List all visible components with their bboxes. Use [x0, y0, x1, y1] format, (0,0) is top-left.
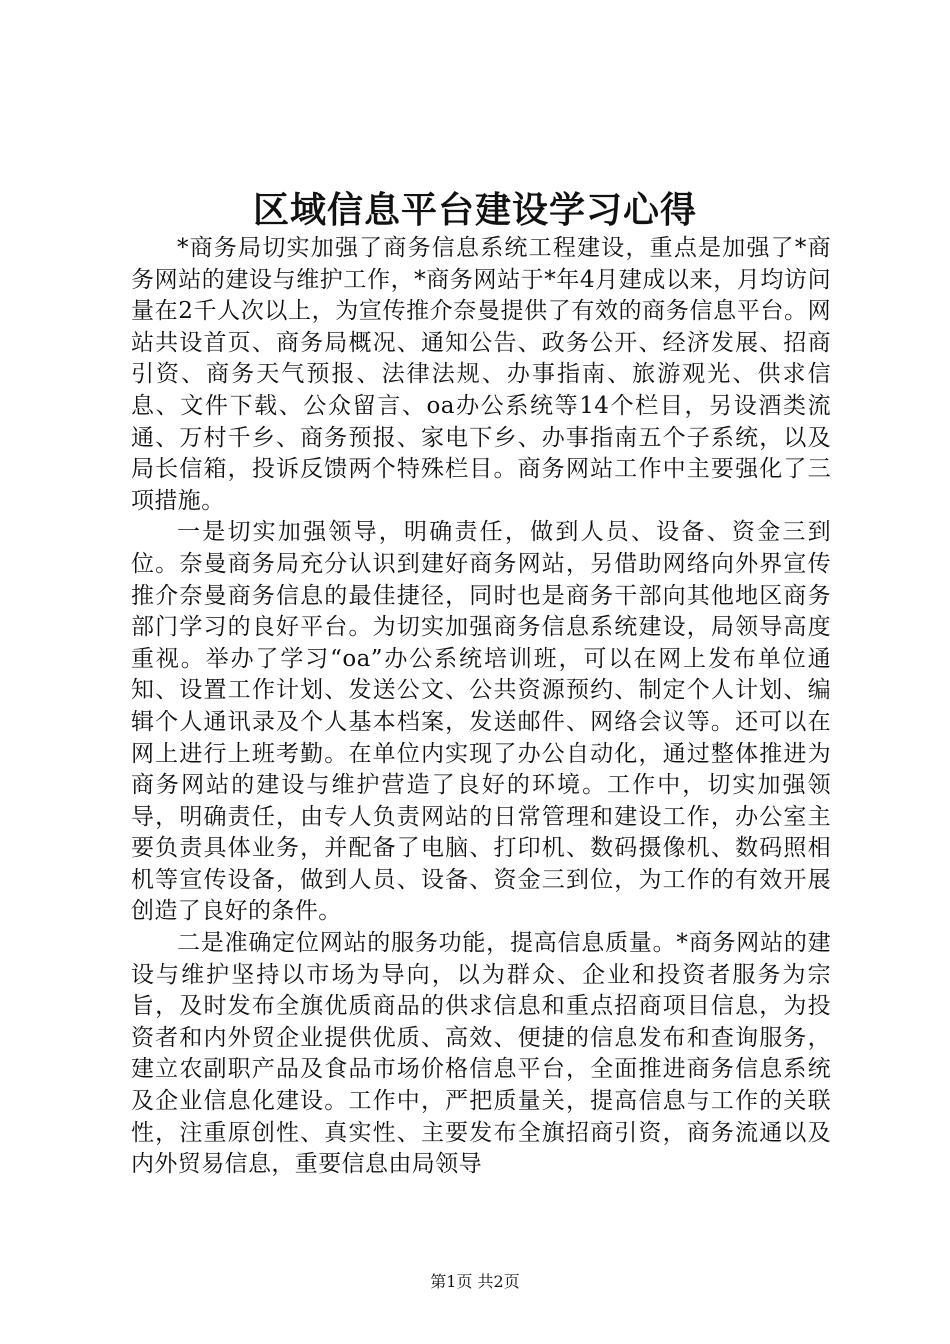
- page-number-footer: 第1页 共2页: [430, 1272, 520, 1291]
- paragraph-intro: *商务局切实加强了商务信息系统工程建设，重点是加强了*商务网站的建设与维护工作，*商务网站于*年4月建成以来，月均访问量在2千人次以上，为宣传推介奈曼提供了有效的商务信息平台。网站共设首页、商务局概况、通知公告、政务公开、经济发展、招商引资、商务天气预报、法律法规、办事指南、旅游观光、供求信息、文件下载、公众留言、oa办公系统等14个栏目，另设酒类流通、万村千乡、商务预报、家电下乡、办事指南五个子系统，以及局长信箱，投诉反馈两个特殊栏目。商务网站工作中主要强化了三项措施。: [131, 235, 831, 514]
- paragraph-measure-two: 二是准确定位网站的服务功能，提高信息质量。*商务网站的建设与维护坚持以市场为导向，以为群众、企业和投资者服务为宗旨，及时发布全旗优质商品的供求信息和重点招商项目信息，为投资者和内外贸企业提供优质、高效、便捷的信息发布和查询服务，建立农副职产品及食品市场价格信息平台，全面推进商务信息系统及企业信息化建设。工作中，严把质量关，提高信息与工作的关联性，注重原创性、真实性、主要发布全旗招商引资，商务流通以及内外贸易信息，重要信息由局领导: [131, 930, 831, 1178]
- document-title: 区域信息平台建设学习心得: [252, 189, 697, 231]
- paragraph-measure-one: 一是切实加强领导，明确责任，做到人员、设备、资金三到位。奈曼商务局充分认识到建好商务网站，另借助网络向外界宣传推介奈曼商务信息的最佳捷径，同时也是商务干部向其他地区商务部门学习的良好平台。为切实加强商务信息系统建设，局领导高度重视。举办了学习“oa”办公系统培训班，可以在网上发布单位通知、设置工作计划、发送公文、公共资源预约、制定个人计划、编辑个人通讯录及个人基本档案，发送邮件、网络会议等。还可以在网上进行上班考勤。在单位内实现了办公自动化，通过整体推进为商务网站的建设与维护营造了良好的环境。工作中，切实加强领导，明确责任，由专人负责网站的日常管理和建设工作，办公室主要负责具体业务，并配备了电脑、打印机、数码摄像机、数码照相机等宣传设备，做到人员、设备、资金三到位，为工作的有效开展创造了良好的条件。: [131, 519, 831, 925]
- document-body: [131, 233, 831, 1181]
